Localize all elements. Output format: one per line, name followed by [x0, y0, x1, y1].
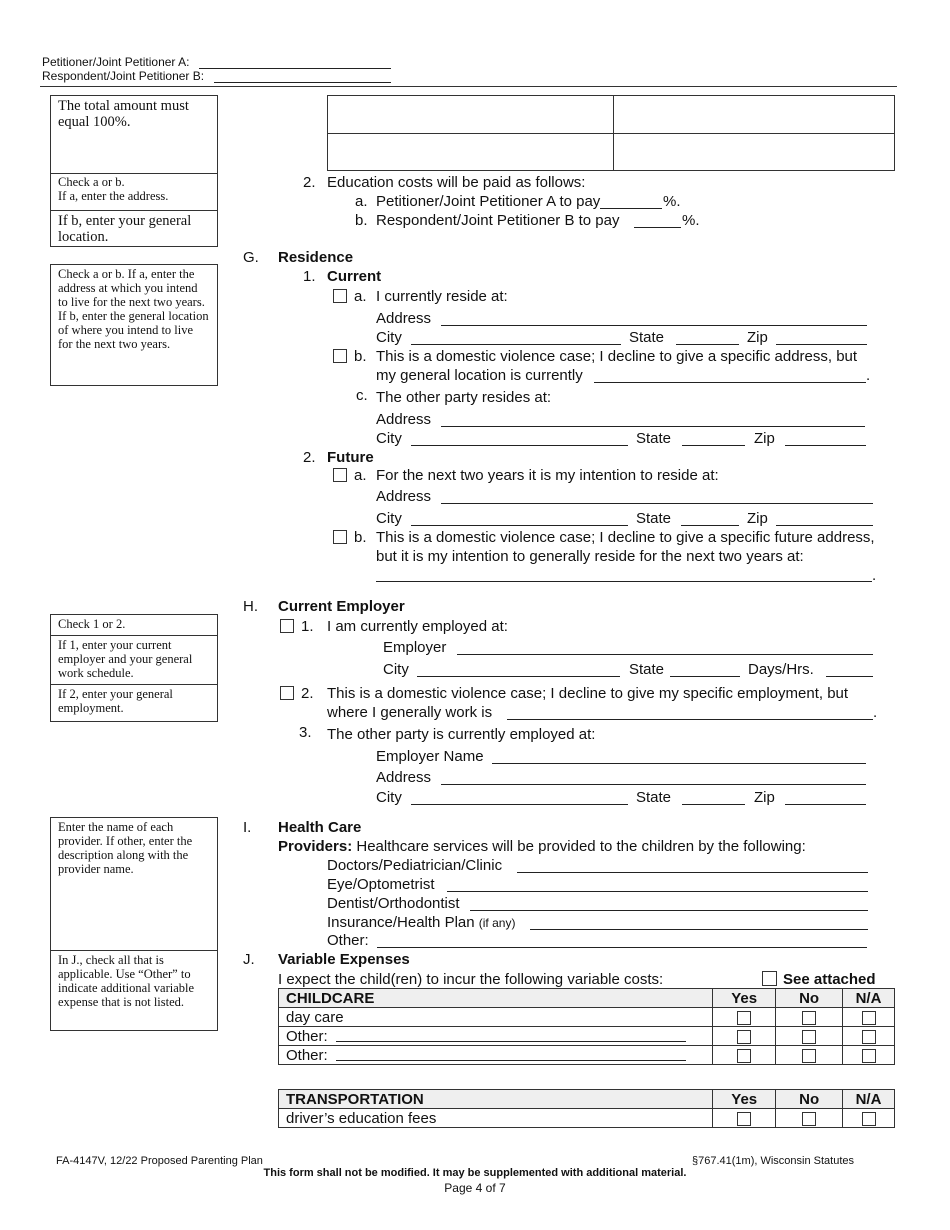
residence-current-title: Current	[327, 268, 382, 285]
residence-future-state-field[interactable]	[681, 525, 739, 526]
insurance-line	[327, 914, 515, 931]
employer-item1-text: I am currently employed at:	[327, 618, 508, 635]
footer-statute: §767.41(1m), Wisconsin Statutes	[692, 1155, 855, 1167]
childcare-no-header: No	[776, 989, 843, 1008]
transport-row-label: driver’s education fees	[279, 1109, 713, 1128]
daycare-no-checkbox[interactable]	[802, 1011, 816, 1025]
residence-other-state-label: State	[636, 430, 672, 447]
residence-future-address-label: Address	[376, 488, 432, 505]
residence-future-title: Future	[327, 449, 374, 466]
providers-line	[278, 838, 806, 855]
doctors-label: Doctors/Pediatrician/Clinic	[327, 857, 503, 874]
childcare-header: CHILDCARE	[279, 989, 713, 1008]
residence-current-b-checkbox[interactable]	[333, 349, 347, 363]
section-j-letter: J.	[243, 951, 255, 968]
residence-current-b-text-1: This is a domestic violence case; I decline to give a specific address, but	[376, 348, 858, 365]
childcare-table	[278, 988, 895, 1065]
transport-na-header: N/A	[843, 1090, 895, 1109]
education-b-text: Respondent/Joint Petitioner B to pay	[376, 212, 620, 229]
residence-current-a-checkbox[interactable]	[333, 289, 347, 303]
employer-days-field[interactable]	[826, 676, 873, 677]
residence-future-b-label: b.	[354, 529, 367, 546]
residence-current-a-text: I currently reside at:	[376, 288, 508, 305]
employer-days-label: Days/Hrs.	[748, 661, 814, 678]
residence-current-b-label: b.	[354, 348, 367, 365]
residence-current-a-label: a.	[354, 288, 367, 305]
other-employer-name-field[interactable]	[492, 763, 866, 764]
other-provider-label: Other:	[327, 932, 369, 949]
childcare-row-label: day care	[279, 1008, 713, 1027]
residence-c-text: The other party resides at:	[376, 389, 552, 406]
childcare-other-cell	[279, 1046, 713, 1065]
residence-current-city-field[interactable]	[411, 344, 621, 345]
residence-current-zip-field[interactable]	[776, 344, 867, 345]
residence-other-address-label: Address	[376, 411, 432, 428]
employer-item1-checkbox[interactable]	[280, 619, 294, 633]
sidebar-note-health	[50, 817, 218, 1031]
section-h-title: Current Employer	[278, 598, 405, 615]
employer-item2-text-1: This is a domestic violence case; I decline to give my specific employment, but	[327, 685, 849, 702]
other-employer-address-label: Address	[376, 769, 432, 786]
respondent-label: Respondent/Joint Petitioner B:	[42, 69, 205, 83]
daycare-yes-checkbox[interactable]	[737, 1011, 751, 1025]
sidebar-note-if-1: If 1, enter your current employer and your general work schedule.	[51, 635, 217, 684]
see-attached-label: See attached	[783, 971, 876, 988]
continuation-table	[327, 95, 895, 171]
residence-current-b-period: .	[866, 367, 871, 384]
employer-label: Employer	[383, 639, 447, 656]
dentist-label: Dentist/Orthodontist	[327, 895, 460, 912]
sidebar-note-if-2: If 2, enter your general employment.	[51, 684, 217, 721]
residence-other-city-label: City	[376, 430, 402, 447]
childcare-na-header: N/A	[843, 989, 895, 1008]
employer-item2-text-2: where I generally work is	[327, 704, 493, 721]
sidebar-note-providers: Enter the name of each provider. If other, enter the description along with the provider name.	[58, 820, 193, 876]
employer-item3-number: 3.	[299, 724, 312, 741]
residence-other-zip-field[interactable]	[785, 445, 866, 446]
education-a-text: Petitioner/Joint Petitioner A to pay	[376, 193, 601, 210]
residence-future-zip-label: Zip	[747, 510, 768, 527]
employer-item2-number: 2.	[301, 685, 314, 702]
section-g-title: Residence	[278, 249, 354, 266]
other1-yes-checkbox[interactable]	[737, 1030, 751, 1044]
insurance-label: Insurance/Health Plan	[327, 914, 475, 931]
sidebar-note-education	[50, 95, 218, 247]
petitioner-name-line[interactable]	[199, 68, 391, 69]
education-item-text: Education costs will be paid as follows:	[327, 174, 586, 191]
daycare-na-checkbox[interactable]	[862, 1011, 876, 1025]
insurance-note: (if any)	[478, 916, 516, 930]
employer-item3-text: The other party is currently employed at:	[327, 726, 596, 743]
see-attached-checkbox[interactable]	[762, 971, 777, 986]
other-employer-city-label: City	[376, 789, 402, 806]
childcare-other-label: Other:	[286, 1027, 328, 1045]
eye-field[interactable]	[447, 891, 868, 892]
childcare-other-cell	[279, 1027, 713, 1046]
sidebar-note-variable: In J., check all that is applicable. Use “Other” to indicate additional variable expense that is not listed.	[51, 950, 217, 1030]
footer-page-number: Page 4 of 7	[444, 1181, 506, 1195]
residence-future-zip-field[interactable]	[776, 525, 873, 526]
sidebar-note-residence-text: Check a or b. If a, enter the address at which you intend to live for the next two years. If b, enter the general location of where you intend to live for the next two years.	[58, 267, 209, 351]
other-employer-state-label: State	[636, 789, 672, 806]
section-i-title: Health Care	[278, 819, 362, 836]
education-a-suffix: %.	[663, 193, 681, 210]
providers-text: Healthcare services will be provided to the children by the following:	[356, 838, 806, 855]
sidebar-note-general-location: If b, enter your general location.	[51, 210, 217, 246]
table-row	[279, 1027, 895, 1046]
drivers-ed-yes-checkbox[interactable]	[737, 1112, 751, 1126]
transport-no-header: No	[776, 1090, 843, 1109]
other2-na-checkbox[interactable]	[862, 1049, 876, 1063]
eye-label: Eye/Optometrist	[327, 876, 435, 893]
residence-future-b-text-1: This is a domestic violence case; I decline to give a specific future address,	[376, 529, 875, 546]
sidebar-note-check-ab-text: Check a or b. If a, enter the address.	[58, 175, 169, 203]
residence-future-city-label: City	[376, 510, 402, 527]
residence-future-general-field[interactable]	[376, 581, 872, 582]
education-b-label: b.	[355, 212, 368, 229]
employer-state-label: State	[629, 661, 665, 678]
transportation-table	[278, 1089, 895, 1128]
childcare-other-field-2[interactable]	[336, 1060, 686, 1061]
other-employer-city-field[interactable]	[411, 804, 628, 805]
residence-future-state-label: State	[636, 510, 672, 527]
employer-city-label: City	[383, 661, 409, 678]
education-a-label: a.	[355, 193, 368, 210]
employer-item1-number: 1.	[301, 618, 314, 635]
residence-future-b-text-2: but it is my intention to generally reside for the next two years at:	[376, 548, 804, 565]
education-b-percent-field[interactable]	[634, 227, 681, 228]
sidebar-note-employer	[50, 614, 218, 722]
employer-item2-checkbox[interactable]	[280, 686, 294, 700]
transport-header: TRANSPORTATION	[279, 1090, 713, 1109]
other-provider-field[interactable]	[377, 947, 867, 948]
residence-current-address-label: Address	[376, 310, 432, 327]
education-b-suffix: %.	[682, 212, 700, 229]
residence-current-state-field[interactable]	[676, 344, 739, 345]
section-g-letter: G.	[243, 249, 259, 266]
childcare-other-field-1[interactable]	[336, 1041, 686, 1042]
dentist-field[interactable]	[470, 910, 868, 911]
drivers-ed-na-checkbox[interactable]	[862, 1112, 876, 1126]
residence-other-city-field[interactable]	[411, 445, 628, 446]
employer-city-field[interactable]	[417, 676, 620, 677]
providers-label: Providers:	[278, 838, 353, 855]
sidebar-note-total: The total amount must equal 100%.	[58, 98, 189, 130]
other-employer-address-field[interactable]	[441, 784, 866, 785]
section-j-title: Variable Expenses	[278, 951, 410, 968]
header-divider	[40, 86, 897, 87]
residence-current-zip-label: Zip	[747, 329, 768, 346]
insurance-field[interactable]	[530, 929, 868, 930]
table-row	[279, 1046, 895, 1065]
transport-header-row	[279, 1090, 895, 1109]
employer-field[interactable]	[457, 654, 873, 655]
other-employer-zip-label: Zip	[754, 789, 775, 806]
petitioner-label: Petitioner/Joint Petitioner A:	[42, 55, 190, 69]
residence-current-city-label: City	[376, 329, 402, 346]
residence-future-address-field[interactable]	[441, 503, 873, 504]
other-employer-zip-field[interactable]	[785, 804, 866, 805]
footer-notice: This form shall not be modified. It may be supplemented with additional material.	[263, 1167, 687, 1179]
education-item-number: 2.	[303, 174, 316, 191]
other2-yes-checkbox[interactable]	[737, 1049, 751, 1063]
respondent-name-line[interactable]	[214, 82, 391, 83]
residence-current-number: 1.	[303, 268, 316, 285]
footer-form-id: FA-4147V, 12/22 Proposed Parenting Plan	[56, 1155, 263, 1167]
doctors-field[interactable]	[517, 872, 868, 873]
residence-c-label: c.	[356, 387, 368, 404]
residence-general-location-field[interactable]	[594, 382, 866, 383]
childcare-other-label: Other:	[286, 1046, 328, 1064]
residence-future-number: 2.	[303, 449, 316, 466]
residence-current-b-text-2: my general location is currently	[376, 367, 583, 384]
transport-yes-header: Yes	[713, 1090, 776, 1109]
section-h-letter: H.	[243, 598, 258, 615]
employer-item2-period: .	[873, 704, 878, 721]
residence-future-a-checkbox[interactable]	[333, 468, 347, 482]
sidebar-note-check-12: Check 1 or 2.	[58, 617, 126, 631]
residence-future-b-checkbox[interactable]	[333, 530, 347, 544]
drivers-ed-no-checkbox[interactable]	[802, 1112, 816, 1126]
sidebar-note-check-ab	[51, 173, 217, 210]
section-i-letter: I.	[243, 819, 252, 836]
other1-na-checkbox[interactable]	[862, 1030, 876, 1044]
residence-other-state-field[interactable]	[682, 445, 745, 446]
residence-future-a-label: a.	[354, 467, 367, 484]
other1-no-checkbox[interactable]	[802, 1030, 816, 1044]
residence-other-zip-label: Zip	[754, 430, 775, 447]
other-employer-name-label: Employer Name	[376, 748, 484, 765]
employer-state-field[interactable]	[670, 676, 740, 677]
employer-general-work-field[interactable]	[507, 719, 873, 720]
residence-current-state-label: State	[629, 329, 665, 346]
residence-other-address-field[interactable]	[441, 426, 865, 427]
residence-future-city-field[interactable]	[411, 525, 628, 526]
other-employer-state-field[interactable]	[682, 804, 745, 805]
childcare-yes-header: Yes	[713, 989, 776, 1008]
residence-future-b-period: .	[872, 567, 877, 584]
sidebar-note-residence	[50, 264, 218, 386]
other2-no-checkbox[interactable]	[802, 1049, 816, 1063]
table-row	[279, 1109, 895, 1128]
variable-intro: I expect the child(ren) to incur the following variable costs:	[278, 971, 664, 988]
table-row	[279, 1008, 895, 1027]
residence-current-address-field[interactable]	[441, 325, 867, 326]
residence-future-a-text: For the next two years it is my intention to reside at:	[376, 467, 719, 484]
childcare-header-row	[279, 989, 895, 1008]
education-a-percent-field[interactable]	[600, 208, 662, 209]
